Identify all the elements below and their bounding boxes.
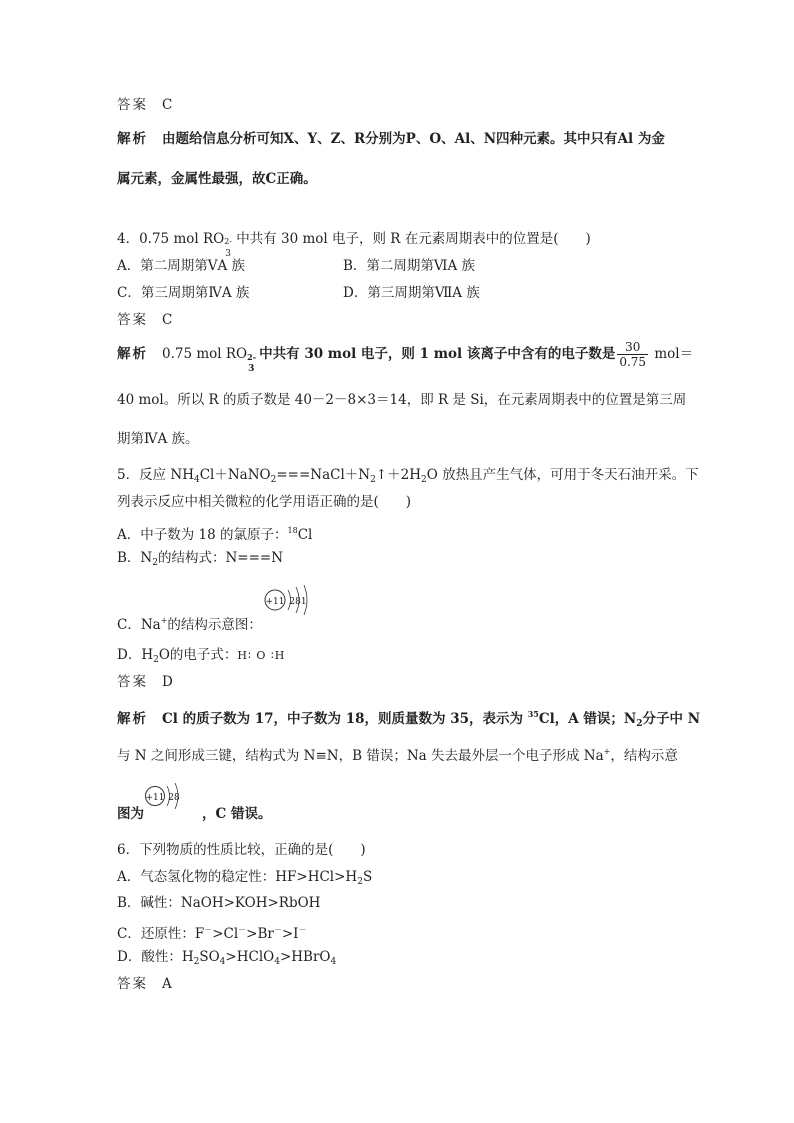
q4-options-row1 xyxy=(117,257,569,275)
q4-option-d[interactable]: D．第三周期第ⅦA 族 xyxy=(343,285,480,301)
q4-analysis-line2: 40 mol。所以 R 的质子数是 40－2－8×3＝14，即 R 是 Si，在元素周期表中的位置是第三周 xyxy=(117,392,687,408)
q5-analysis-line2: 与 N 之间形成三键，结构式为 N≡N，B 错误；Na 失去最外层一个电子形成 Na+，结构示意 xyxy=(117,747,678,764)
q5-answer: 答案 D xyxy=(117,674,173,690)
q4-answer: 答案 C xyxy=(117,312,173,328)
q3-analysis-line1: 解析 由题给信息分析可知X、Y、Z、R分别为P、O、Al、N四种元素。其中只有Al 为金 xyxy=(117,131,665,147)
answer-value: C xyxy=(162,97,173,113)
water-electron-formula: H∶ O ∶H xyxy=(237,649,286,662)
q5-option-b[interactable]: B．$N_2$的结构式：N===N xyxy=(117,550,284,568)
q6-option-d[interactable]: D．酸性：$H_2SO_4>HClO_4>HBrO_4$ xyxy=(117,949,337,967)
q5-stem-line1: 5．反应 $NH_4Cl+NaNO_2===NaCl+N_2↑+2H_2O$ 放热且产生气体，可用于冬天石油开采。下 xyxy=(117,467,699,485)
fraction: $\frac{30}{0.75}$ xyxy=(619,340,647,369)
q5-option-a[interactable]: A．中子数为 18 的氯原子：$^{18}$Cl xyxy=(117,526,313,543)
shell-electrons: 28 xyxy=(168,793,180,803)
q6-option-c[interactable]: C．还原性：F－>Cl－>Br－>I－ xyxy=(117,925,307,942)
q6-stem: 6．下列物质的性质比较，正确的是( ) xyxy=(117,842,366,858)
q4-option-c[interactable]: C．第三周期第ⅣA 族 xyxy=(117,285,250,301)
q6-option-a[interactable]: A．气态氢化物的稳定性：$HF>HCl>H_2S$ xyxy=(117,869,373,887)
nucleus-label: +11 xyxy=(145,793,165,803)
q4-options-row2 xyxy=(117,284,569,302)
q5-option-c[interactable]: C．Na+的结构示意图： xyxy=(117,616,262,633)
q5-analysis-line3: 图为 ，C 错误。 xyxy=(117,806,272,822)
q6-option-b[interactable]: B．碱性：NaOH>KOH>RbOH xyxy=(117,895,321,911)
nucleus-label: +11 xyxy=(265,597,285,607)
q5-stem-line2: 列表示反应中相关微粒的化学用语正确的是( ) xyxy=(117,494,412,510)
q4-option-b[interactable]: B．第二周期第ⅥA 族 xyxy=(343,258,476,274)
q6-answer: 答案 A xyxy=(117,976,172,992)
shell-electrons: 281 xyxy=(289,597,307,607)
answer-label: 答案 xyxy=(117,97,148,113)
na-ion-structure-diagram xyxy=(262,584,312,620)
q4-stem: 4．0.75 mol RO 2- 3 中共有 30 mol 电子，则 R 在元素周期表中的位置是( ) xyxy=(117,231,591,259)
q3-answer xyxy=(117,96,172,114)
q4-analysis-line3: 期第ⅣA 族。 xyxy=(117,431,199,447)
q4-analysis-line1: 解析 0.75 mol RO 2- 3 中共有 30 mol 电子，则 1 mol 该离子中含有的电子数是 $\frac{30}{0.75}$ mol＝ xyxy=(117,340,694,374)
q5-analysis-line1: 解析 Cl 的质子数为 17，中子数为 18，则质量数为 35，表示为 $^{35}$Cl，A 错误；$N_2$分子中 N xyxy=(117,709,701,729)
q4-option-a[interactable]: A．第二周期第ⅤA 族 xyxy=(117,258,246,274)
q3-analysis-line2: 属元素，金属性最强，故C正确。 xyxy=(117,171,317,187)
q5-option-d[interactable]: D．$H_2O$的电子式：H∶ O ∶H xyxy=(117,647,286,665)
analysis-label: 解析 xyxy=(117,131,148,147)
na-ion-structure-diagram-analysis xyxy=(143,780,189,814)
